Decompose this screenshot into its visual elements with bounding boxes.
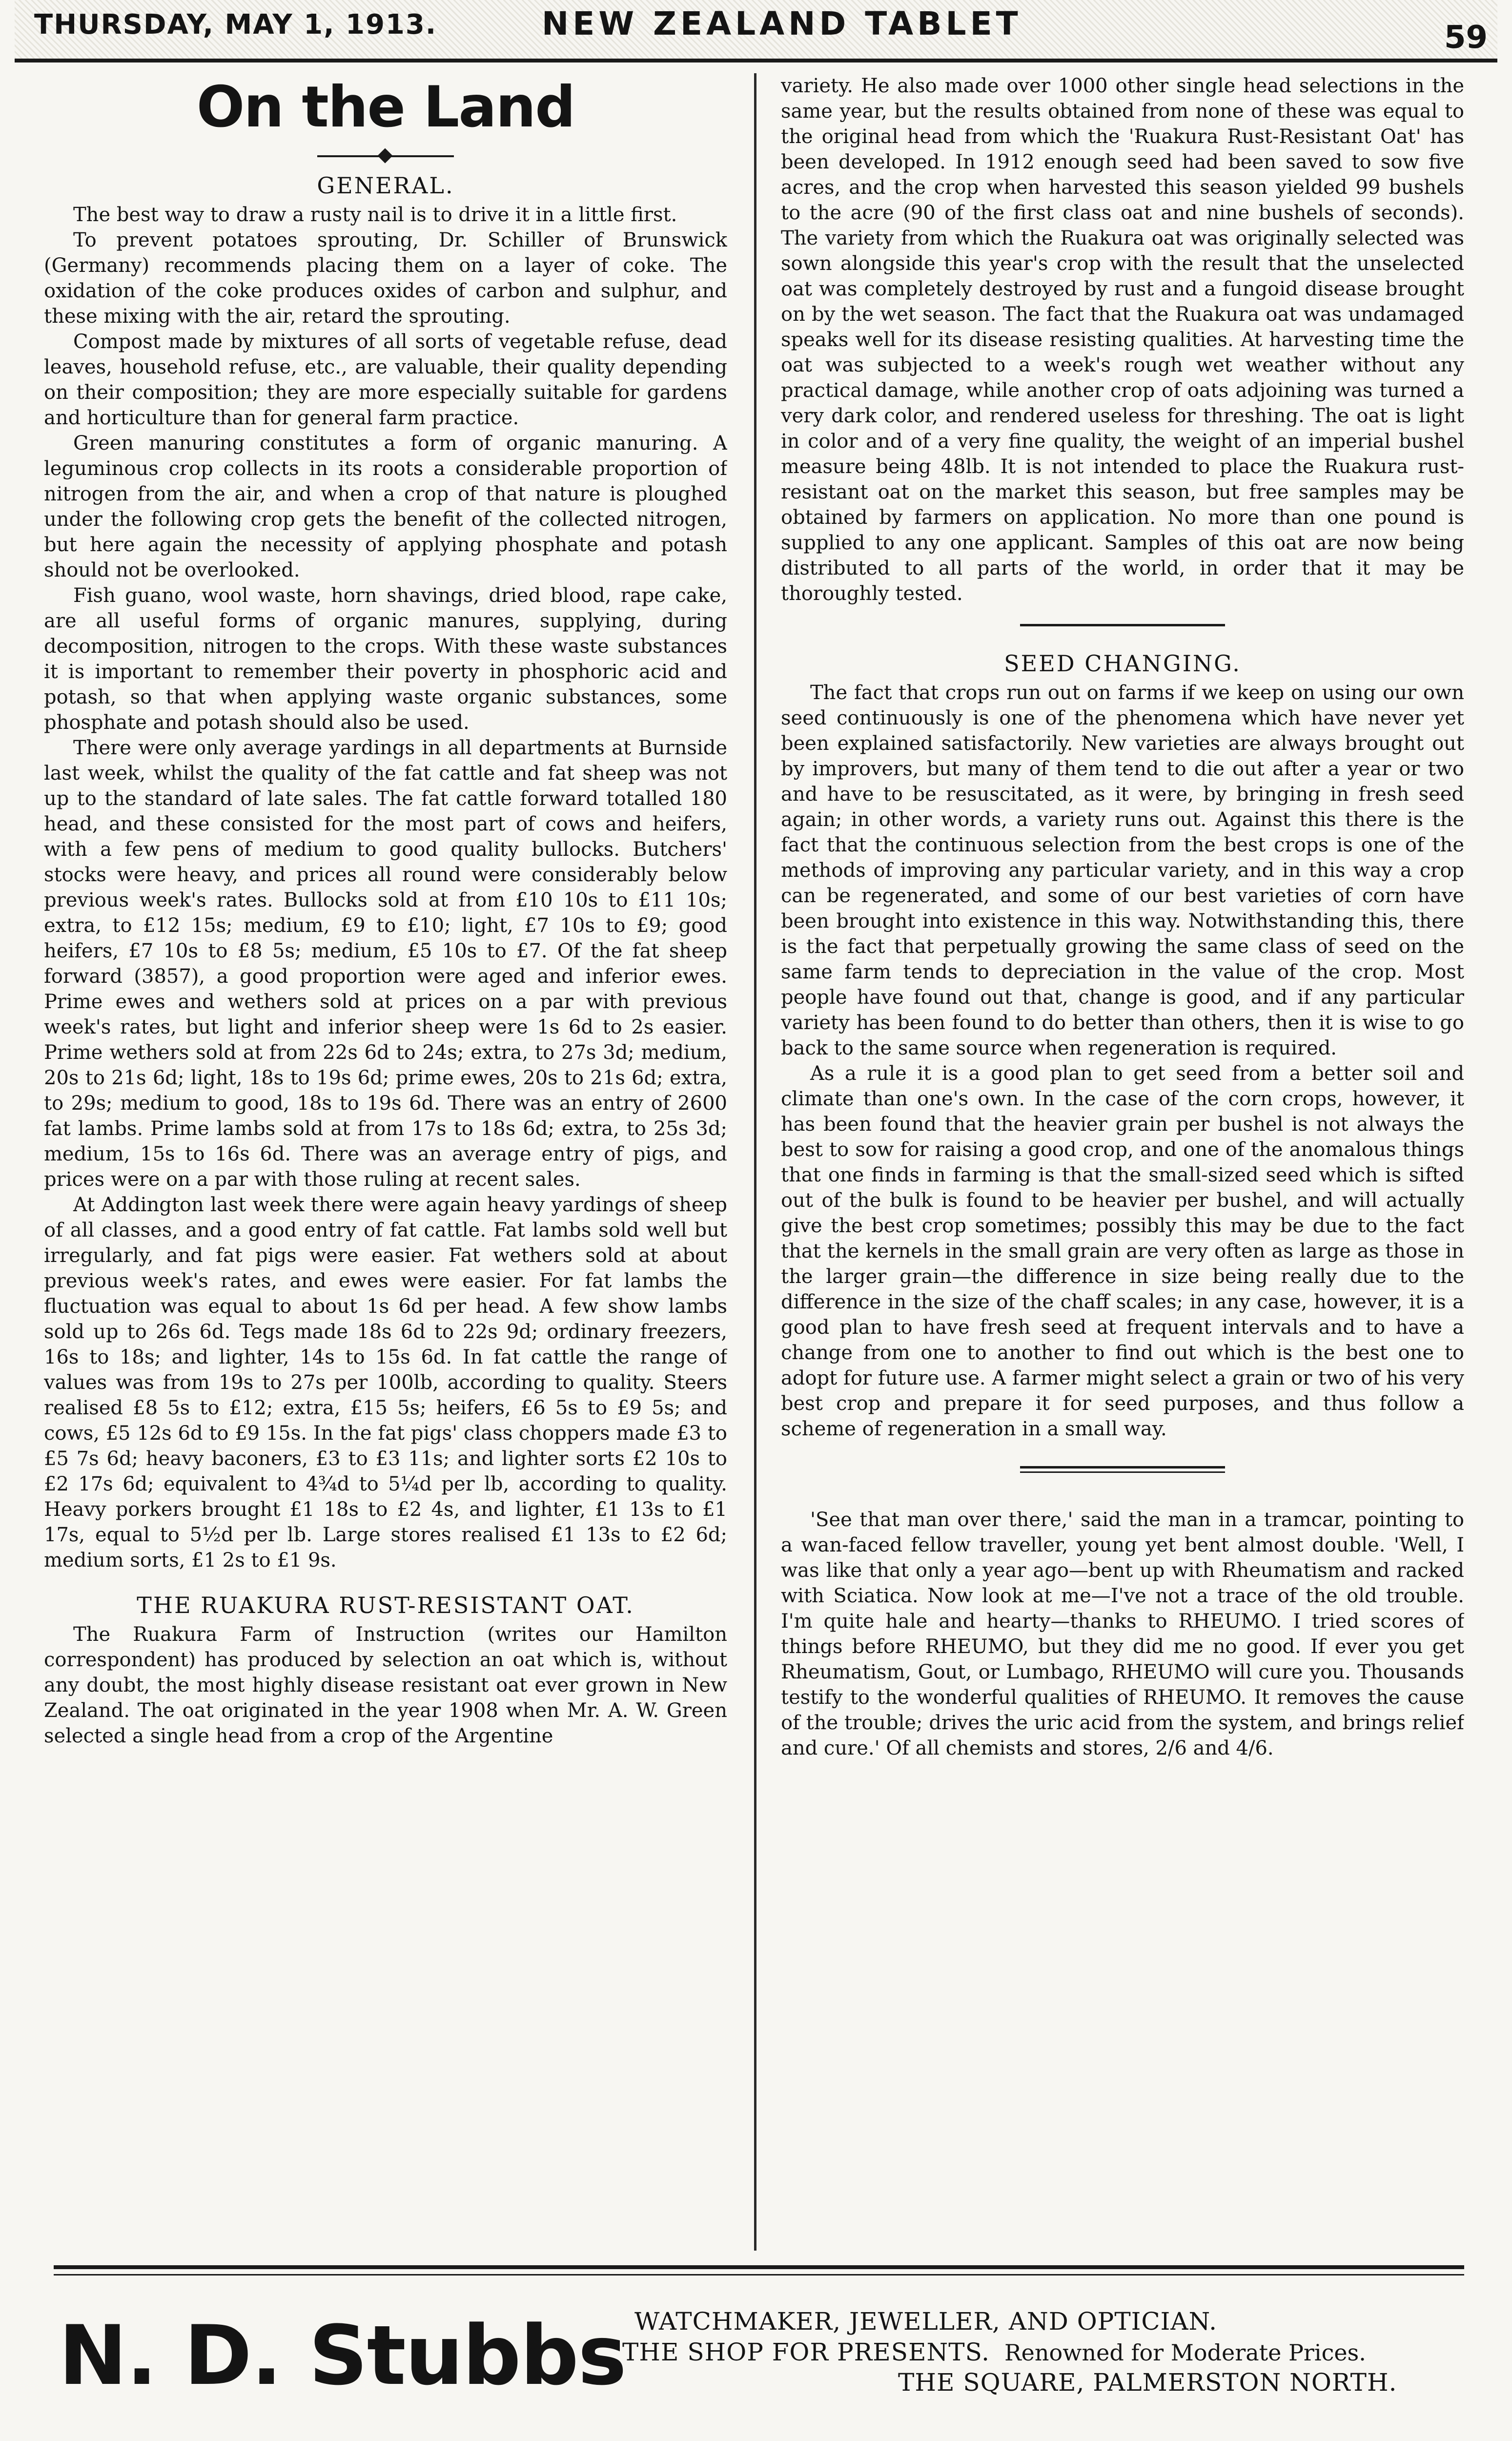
- section-divider-double: [1020, 1466, 1225, 1473]
- issue-date: THURSDAY, MAY 1, 1913.: [34, 9, 437, 41]
- seed-paragraph: The fact that crops run out on farms if we keep on using our own seed continuously is one of the phenomena which have never yet been explained satisfactorily. New varieties are always brought out by improvers, but many of them tend to die out after a year or two and have to be resuscitated, as it were, by bringing in fresh seed again; in other words, a variety runs out. Against this there is the fact that the continuous selection from the best crops is one of the methods of improving any particular variety, and in this way a crop can be regenerated, and some of our best varieties of corn have been brought into existence in this way. Notwithstanding this, there is the fact that perpetually growing the same class of seed on the same farm tends to depreciation in the value of the crop. Most people have found out that, change is good, and if any particular variety has been found to do better than others, then it is wise to go back to the same source when regeneration is required.: [781, 682, 1464, 1059]
- general-paragraph: The best way to draw a rusty nail is to drive it in a little first.: [73, 204, 677, 226]
- masthead: [15, 0, 1497, 62]
- general-paragraph: Fish guano, wool waste, horn shavings, dried blood, rape cake, are all useful forms of organic manures, supplying, during decomposition, nitrogen to the crops. With these waste substances it is important to remember their poverty in phosphoric acid and potash, so that when applying waste organic substances, some phosphate and potash should also be used.: [44, 584, 727, 734]
- right-column: [781, 73, 1464, 2251]
- general-paragraph: Compost made by mixtures of all sorts of vegetable refuse, dead leaves, household refuse, etc., are valuable, their quality depending on their composition; they are more especially suitable for gardens and horticulture than for general farm practice.: [44, 331, 727, 429]
- seed-paragraph: As a rule it is a good plan to get seed from a better soil and climate than one's own. In the case of the corn crops, however, it has been found that the heavier grain per bushel is not always the best to sow for raising a good crop, and one of the anomalous things that one finds in farming is that the small-sized seed which is sifted out of the bulk is found to be heavier per bushel, and will actually give the best crop sometimes; possibly this may be due to the fact that the kernels in the small grain are very often as large as those in the larger grain—the difference in size being really due to the difference in the size of the chaff scales; in any case, however, it is a good plan to have fresh seed at frequent intervals and to have a change from one to another to find out which is the best one to adopt for future use. A farmer might select a grain or two of his very best crop and prepare it for seed purposes, and thus follow a scheme of regeneration in a small way.: [781, 1062, 1464, 1440]
- advertiser-address: THE SQUARE, PALMERSTON NORTH.: [898, 2368, 1397, 2397]
- newspaper-title: NEW ZEALAND TABLET: [542, 5, 1022, 42]
- advertiser-trade: WATCHMAKER, JEWELLER, AND OPTICIAN.: [634, 2307, 1217, 2336]
- slogan-main: THE SHOP FOR PRESENTS.: [622, 2338, 990, 2366]
- slogan-note: Renowned for Moderate Prices.: [1004, 2339, 1366, 2366]
- left-column: [44, 73, 727, 2251]
- general-paragraph: At Addington last week there were again heavy yardings of sheep of all classes, and a good entry of fat cattle. Fat lambs sold well but irregularly, and fat pigs were easier. Fat wethers sold at about previous week's rates, and ewes were easier. For fat lambs the fluctuation was equal to about 1s 6d per head. A few show lambs sold up to 26s 6d. Tegs made 18s 6d to 22s 9d; ordinary freezers, 16s to 18s; and lighter, 14s to 15s 6d. In fat cattle the range of values was from 19s to 27s per 100lb, according to quality. Steers realised £8 5s to £12; extra, £15 5s; heifers, £6 5s to £9 5s; and cows, £5 12s 6d to £9 15s. In the fat pigs' class choppers made £3 to £5 7s 6d; heavy baconers, £3 to £3 11s; and lighter sorts £2 10s to £2 17s 6d; equivalent to 4¾d to 5¼d per lb, according to quality. Heavy porkers brought £1 18s to £2 4s, and lighter, £1 13s to £1 17s, equal to 5½d per lb. Large stores realised £1 13s to £2 6d; medium sorts, £1 2s to £1 9s.: [44, 1194, 727, 1572]
- general-heading: GENERAL.: [317, 172, 454, 199]
- general-paragraph: There were only average yardings in all departments at Burnside last week, whilst the quality of the fat cattle and fat sheep was not up to the standard of late sales. The fat cattle forward totalled 180 head, and these consisted for the most part of cows and heifers, with a few pens of medium to good quality bullocks. Butchers' stocks were heavy, and prices all round were considerably below previous week's rates. Bullocks sold at from £10 10s to £11 10s; extra, to £12 15s; medium, £9 to £10; light, £7 10s to £9; good heifers, £7 10s to £8 5s; medium, £5 10s to £7. Of the fat sheep forward (3857), a good proportion were aged and inferior ewes. Prime ewes and wethers sold at prices on a par with previous week's rates, but light and inferior sheep were 1s 6d to 2s easier. Prime wethers sold at from 22s 6d to 24s; extra, to 27s 3d; medium, 20s to 21s 6d; light, 18s to 19s 6d; prime ewes, 20s to 21s 6d; extra, to 29s; medium to good, 18s to 19s 6d. There was an entry of 2600 fat lambs. Prime lambs sold at from 17s to 18s 6d; extra, to 25s 3d; medium, 15s to 16s 6d. There was an average entry of pigs, and prices were on a par with those ruling at recent sales.: [44, 737, 727, 1191]
- general-paragraph: Green manuring constitutes a form of organic manuring. A leguminous crop collects in its roots a considerable proportion of nitrogen from the air, and when a crop of that nature is ploughed under the following crop gets the benefit of the collected nitrogen, but here again the necessity of applying phosphate and potash should not be overlooked.: [44, 432, 727, 581]
- title-ornament: [44, 146, 727, 166]
- advertiser-slogan: [622, 2338, 1366, 2367]
- column-divider: [754, 73, 756, 2251]
- rheumo-advertisement: 'See that man over there,' said the man in a tramcar, pointing to a wan-faced fellow traveller, young yet bent almost double. 'Well, I was like that only a year ago—bent up with Rheumatism and racked with Sciatica. Now look at me—I've not a trace of the old trouble. I'm quite hale and hearty—thanks to RHEUMO. I tried scores of things before RHEUMO, but they did me no good. If ever you get Rheumatism, Gout, or Lumbago, RHEUMO will cure you. Thousands testify to the wonderful qualities of RHEUMO. It removes the cause of the trouble; drives the uric acid from the system, and brings relief and cure.' Of all chemists and stores, 2/6 and 4/6.: [781, 1509, 1464, 1759]
- section-divider: [1020, 624, 1225, 626]
- general-paragraph: To prevent potatoes sprouting, Dr. Schiller of Brunswick (Germany) recommends placing them on a layer of coke. The oxidation of the coke produces oxides of carbon and sulphur, and these mixing with the air, retard the sprouting.: [44, 229, 727, 328]
- oat-heading: THE RUAKURA RUST-RESISTANT OAT.: [137, 1592, 634, 1618]
- oat-paragraph-continued: variety. He also made over 1000 other single head selections in the same year, but the results obtained from none of these was equal to the original head from which the 'Ruakura Rust-Resistant Oat' has been developed. In 1912 enough seed had been saved to sow five acres, and the crop when harvested this season yielded 99 bushels to the acre (90 of the first class oat and nine bushels of seconds). The variety from which the Ruakura oat was originally selected was sown alongside this year's crop with the result that the unselected oat was completely destroyed by rust and a fungoid disease brought on by the wet season. The fact that the Ruakura oat was undamaged speaks well for its disease resisting qualities. At harvesting time the oat was subjected to a week's rough wet weather without any practical damage, while another crop of oats adjoining was turned a very dark color, and rendered useless for threshing. The oat is light in color and of a very fine quality, the weight of an imperial bushel measure being 48lb. It is not intended to place the Ruakura rust-resistant oat on the market this season, but free samples may be obtained by farmers on application. No more than one pound is supplied to any one applicant. Samples of this oat are now being distributed to all parts of the world, in order that it may be thoroughly tested.: [781, 75, 1464, 605]
- advertisement-rule: [54, 2265, 1464, 2276]
- diamond-icon: [377, 148, 392, 163]
- advertiser-name: N. D. Stubbs: [59, 2308, 626, 2403]
- page-number: 59: [1444, 20, 1488, 56]
- oat-paragraph-start: The Ruakura Farm of Instruction (writes our Hamilton correspondent) has produced by selection an oat which is, without any doubt, the most highly disease resistant oat ever grown in New Zealand. The oat originated in the year 1908 when Mr. A. W. Green selected a single head from a crop of the Argentine: [44, 1623, 727, 1747]
- seed-heading: SEED CHANGING.: [1004, 650, 1241, 677]
- section-title: On the Land: [196, 74, 575, 140]
